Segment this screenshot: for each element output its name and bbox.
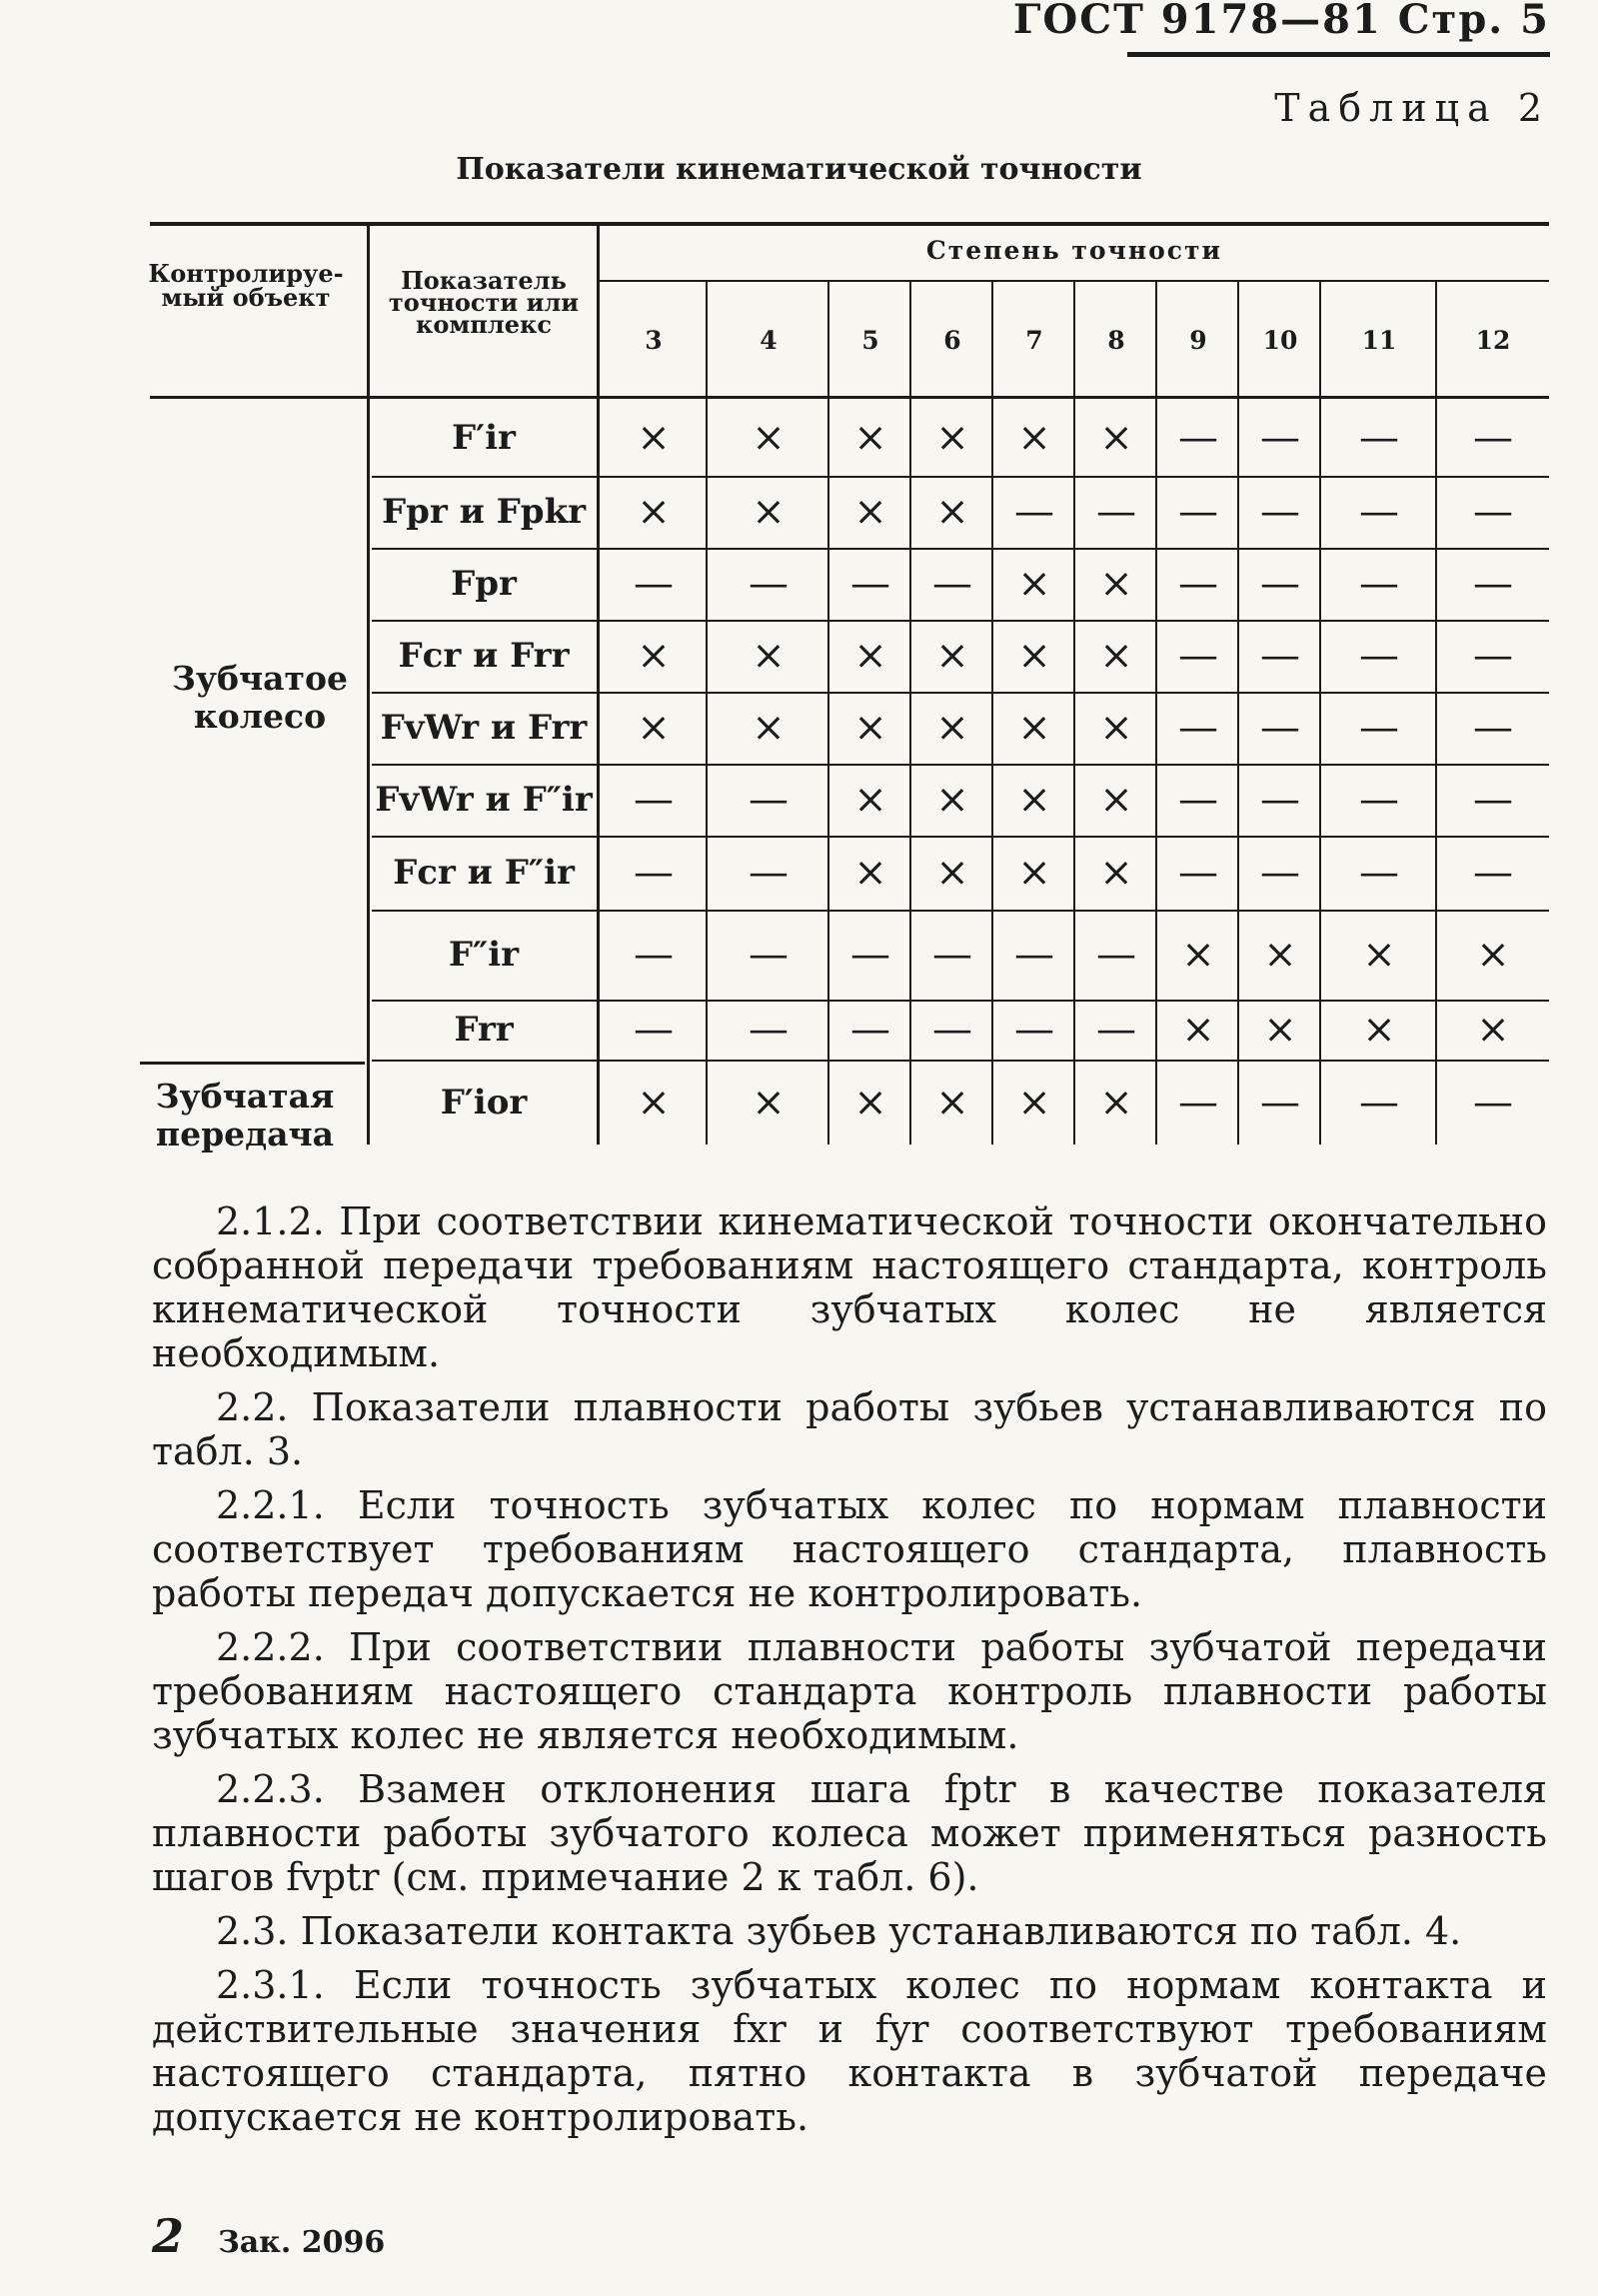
dash-mark-icon: — [1260,705,1300,751]
body-text [152,1199,1547,2139]
cross-mark-icon: × [853,1079,887,1126]
dash-mark-icon: — [1359,633,1399,679]
dash-mark-icon: — [1178,777,1218,823]
indicator-label: FvWr и Frr [380,708,588,748]
dash-mark-icon: — [749,777,789,823]
cross-mark-icon: × [1181,1007,1215,1053]
paragraph: 2.2.3. Взамен отклонения шага fptr в качестве показателя плавности работы зубчатого колеса может применяться разность шагов fvptr (см. примечание 2 к табл. 6). [152,1767,1547,1899]
dash-mark-icon: — [1359,850,1399,896]
cross-mark-icon: × [1476,932,1510,978]
cross-mark-icon: × [752,415,786,461]
indicator-column-divider [597,222,600,1145]
row-divider [372,1000,1549,1002]
object-gear-pair: Зубчатая передача [155,1077,335,1153]
degree-8: 8 [1107,326,1125,355]
dash-mark-icon: — [749,561,789,607]
dash-mark-icon: — [1260,1079,1300,1126]
dash-mark-icon: — [1260,850,1300,896]
cross-mark-icon: × [853,777,887,823]
dash-mark-icon: — [1359,561,1399,607]
object-gear-wheel: Зубчатое колесо [172,659,348,736]
cross-mark-icon: × [1263,932,1297,978]
dash-mark-icon: — [749,932,789,978]
dash-mark-icon: — [1260,633,1300,679]
indicator-label: F′ior [440,1082,528,1123]
cross-mark-icon: × [853,705,887,751]
dash-mark-icon: — [1359,777,1399,823]
object-column-divider [367,222,370,1145]
dash-mark-icon: — [1473,705,1513,751]
cross-mark-icon: × [1362,1007,1396,1053]
dash-mark-icon: — [1096,932,1136,978]
row-divider [372,836,1549,838]
row-divider [372,548,1549,550]
cross-mark-icon: × [853,633,887,679]
header-controlled-object: Контролируе- мый объект [148,259,344,312]
cross-mark-icon: × [1099,705,1133,751]
dash-mark-icon: — [1178,561,1218,607]
cross-mark-icon: × [1099,777,1133,823]
dash-mark-icon: — [1473,1079,1513,1126]
dash-mark-icon: — [932,1007,972,1053]
cross-mark-icon: × [935,1079,969,1126]
cross-mark-icon: × [935,777,969,823]
dash-mark-icon: — [1178,705,1218,751]
indicator-label: F″ir [448,935,520,975]
cross-mark-icon: × [1017,1079,1051,1126]
dash-mark-icon: — [1178,489,1218,535]
dash-mark-icon: — [1014,932,1054,978]
dash-mark-icon: — [1359,489,1399,535]
dash-mark-icon: — [1260,415,1300,461]
row-divider [372,476,1549,478]
cross-mark-icon: × [637,489,671,535]
cross-mark-icon: × [853,415,887,461]
dash-mark-icon: — [1473,777,1513,823]
dash-mark-icon: — [634,932,674,978]
dash-mark-icon: — [1359,705,1399,751]
row-divider [372,692,1549,694]
dash-mark-icon: — [1014,1007,1054,1053]
dash-mark-icon: — [1178,850,1218,896]
degree-10: 10 [1262,326,1298,355]
dash-mark-icon: — [634,1007,674,1053]
order-number: Зак. 2096 [218,2225,386,2260]
cross-mark-icon: × [1017,705,1051,751]
dash-mark-icon: — [1096,1007,1136,1053]
dash-mark-icon: — [932,932,972,978]
dash-mark-icon: — [1473,850,1513,896]
cross-mark-icon: × [1476,1007,1510,1053]
cross-mark-icon: × [752,633,786,679]
cross-mark-icon: × [1099,1079,1133,1126]
degree-7: 7 [1025,326,1043,355]
table-label: Таблица 2 [1274,86,1550,130]
degree-9: 9 [1189,326,1207,355]
degree-11: 11 [1361,326,1397,355]
cross-mark-icon: × [1181,932,1215,978]
cross-mark-icon: × [853,489,887,535]
cross-mark-icon: × [1017,850,1051,896]
cross-mark-icon: × [752,489,786,535]
cross-mark-icon: × [752,1079,786,1126]
indicator-label: FvWr и F″ir [375,780,593,820]
cross-mark-icon: × [1017,777,1051,823]
indicator-label: Frr [454,1010,514,1050]
dash-mark-icon: — [932,561,972,607]
dash-mark-icon: — [634,777,674,823]
row-divider [372,764,1549,766]
header-accuracy-degree: Степень точности [925,236,1223,265]
cross-mark-icon: × [637,705,671,751]
dash-mark-icon: — [1260,777,1300,823]
cross-mark-icon: × [853,850,887,896]
cross-mark-icon: × [1017,561,1051,607]
paragraph: 2.2.1. Если точность зубчатых колес по нормам плавности соответствует требованиям настоящего стандарта, плавность работы передач допускается не контролировать. [152,1483,1547,1615]
header-indicator: Показатель точности или комплекс [388,266,580,339]
cross-mark-icon: × [935,415,969,461]
dash-mark-icon: — [1178,1079,1218,1126]
table-header-rule [150,396,1549,399]
dash-mark-icon: — [1359,1079,1399,1126]
dash-mark-icon: — [749,850,789,896]
dash-mark-icon: — [1473,415,1513,461]
dash-mark-icon: — [850,932,890,978]
dash-mark-icon: — [1014,489,1054,535]
indicator-label: F′ir [452,418,516,458]
dash-mark-icon: — [850,1007,890,1053]
table-top-rule [150,222,1549,226]
cross-mark-icon: × [935,850,969,896]
degree-6: 6 [943,326,961,355]
dash-mark-icon: — [634,850,674,896]
indicator-label: Fcr и Frr [398,636,570,676]
row-divider [372,1060,1549,1062]
cross-mark-icon: × [935,705,969,751]
degree-3: 3 [645,326,663,355]
paragraph: 2.2.2. При соответствии плавности работы зубчатой передачи требованиям настоящего стандарта контроль плавности работы зубчатых колес не является необходимым. [152,1625,1547,1757]
cross-mark-icon: × [1099,850,1133,896]
cross-mark-icon: × [1099,633,1133,679]
indicator-label: Fcr и F″ir [393,853,575,893]
page-number: 2 [152,2209,185,2263]
cross-mark-icon: × [1362,932,1396,978]
dash-mark-icon: — [1260,489,1300,535]
degree-5: 5 [861,326,879,355]
paragraph: 2.1.2. При соответствии кинематической точности окончательно собранной передачи требованиям настоящего стандарта, контроль кинематической точности зубчатых колес не является необходимым. [152,1199,1547,1375]
dash-mark-icon: — [1178,415,1218,461]
dash-mark-icon: — [1473,561,1513,607]
row-divider [372,910,1549,912]
cross-mark-icon: × [1017,415,1051,461]
dash-mark-icon: — [1359,415,1399,461]
cross-mark-icon: × [1263,1007,1297,1053]
dash-mark-icon: — [1096,489,1136,535]
degree-12: 12 [1475,326,1511,355]
degree-4: 4 [760,326,778,355]
cross-mark-icon: × [935,633,969,679]
table-title: Показатели кинематической точности [456,152,1142,187]
indicator-label: Fpr [451,564,517,604]
indicator-label: Fpr и Fpkr [381,492,587,532]
cross-mark-icon: × [1099,415,1133,461]
row-divider [372,620,1549,622]
cross-mark-icon: × [637,1079,671,1126]
dash-mark-icon: — [749,1007,789,1053]
paragraph: 2.2. Показатели плавности работы зубьев устанавливаются по табл. 3. [152,1385,1547,1473]
header-standard-ref: ГОСТ 9178—81 Стр. 5 [1012,0,1550,43]
paragraph: 2.3.1. Если точность зубчатых колес по нормам контакта и действительные значения fxr и fyr соответствуют требованиям настоящего стандарта, пятно контакта в зубчатой передаче допускается не контролировать. [152,1963,1547,2139]
cross-mark-icon: × [752,705,786,751]
dash-mark-icon: — [1260,561,1300,607]
cross-mark-icon: × [637,415,671,461]
cross-mark-icon: × [1017,633,1051,679]
page-footer [152,2209,385,2263]
paragraph: 2.3. Показатели контакта зубьев устанавливаются по табл. 4. [216,1909,1462,1953]
dash-mark-icon: — [1178,633,1218,679]
cross-mark-icon: × [1099,561,1133,607]
dash-mark-icon: — [1473,633,1513,679]
dash-mark-icon: — [850,561,890,607]
cross-mark-icon: × [935,489,969,535]
dash-mark-icon: — [1473,489,1513,535]
dash-mark-icon: — [634,561,674,607]
object-group-divider [140,1062,365,1065]
cross-mark-icon: × [637,633,671,679]
